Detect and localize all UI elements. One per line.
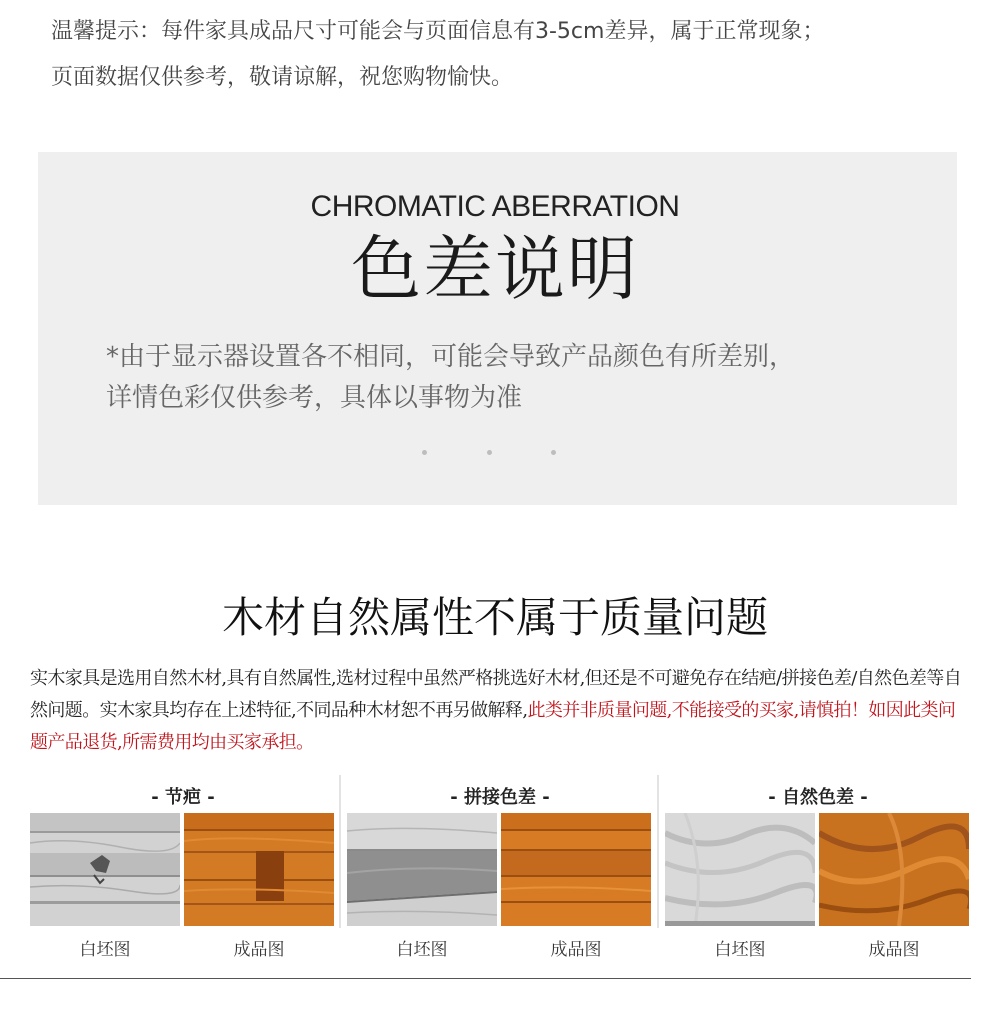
tip-line-2: 页面数据仅供参考，敬请谅解，祝您购物愉快。 xyxy=(51,65,514,90)
carousel-dots xyxy=(0,446,990,460)
sample-group-natural xyxy=(665,775,971,965)
sample-title: - 拼接色差 - xyxy=(450,787,550,808)
finished-wood-natural-image xyxy=(819,813,969,926)
sample-title: - 自然色差 - xyxy=(768,787,868,808)
chromatic-note-line-2: 详情色彩仅供参考，具体以事物为准 xyxy=(106,383,523,413)
tip-line-1: 温馨提示：每件家具成品尺寸可能会与页面信息有3-5cm差异，属于正常现象； xyxy=(51,19,825,44)
finished-caption: 成品图 xyxy=(550,940,602,960)
divider xyxy=(657,775,659,928)
carousel-dot[interactable] xyxy=(487,450,492,455)
sample-group-splice xyxy=(347,775,653,965)
carousel-dot[interactable] xyxy=(422,450,427,455)
raw-wood-knot-image xyxy=(30,813,180,926)
raw-caption: 白坯图 xyxy=(396,940,448,960)
raw-wood-splice-image xyxy=(347,813,497,926)
raw-wood-natural-image xyxy=(665,813,815,926)
bottom-divider xyxy=(0,978,971,979)
raw-caption: 白坯图 xyxy=(79,940,131,960)
finished-wood-splice-image xyxy=(501,813,651,926)
finished-caption: 成品图 xyxy=(233,940,285,960)
raw-caption: 白坯图 xyxy=(714,940,766,960)
chromatic-title-cn: 色差说明 xyxy=(351,228,639,310)
wood-description-text: 实木家具是选用自然木材,具有自然属性,选材过程中虽然严格挑选好木材,但还是不可避免存在结疤/拼接色差/自然色差等自然问题。实木家具均存在上述特征,不同品种木材恕不再另做解释, xyxy=(30,668,962,721)
wood-section-title: 木材自然属性不属于质量问题 xyxy=(221,593,768,642)
wood-description xyxy=(30,663,965,759)
carousel-dot[interactable] xyxy=(551,450,556,455)
finished-wood-knot-image xyxy=(184,813,334,926)
finished-caption: 成品图 xyxy=(868,940,920,960)
sample-group-knot xyxy=(30,775,336,965)
wood-warning-text: 此类并非质量问题,不能接受的买家,请慎拍！如因此类问题产品退货,所需费用均由买家承担。 xyxy=(30,700,956,753)
divider xyxy=(339,775,341,928)
chromatic-title-en: CHROMATIC ABERRATION xyxy=(310,190,680,223)
sample-title: - 节疤 - xyxy=(151,787,215,808)
chromatic-note-line-1: *由于显示器设置各不相同，可能会导致产品颜色有所差别， xyxy=(106,342,796,372)
